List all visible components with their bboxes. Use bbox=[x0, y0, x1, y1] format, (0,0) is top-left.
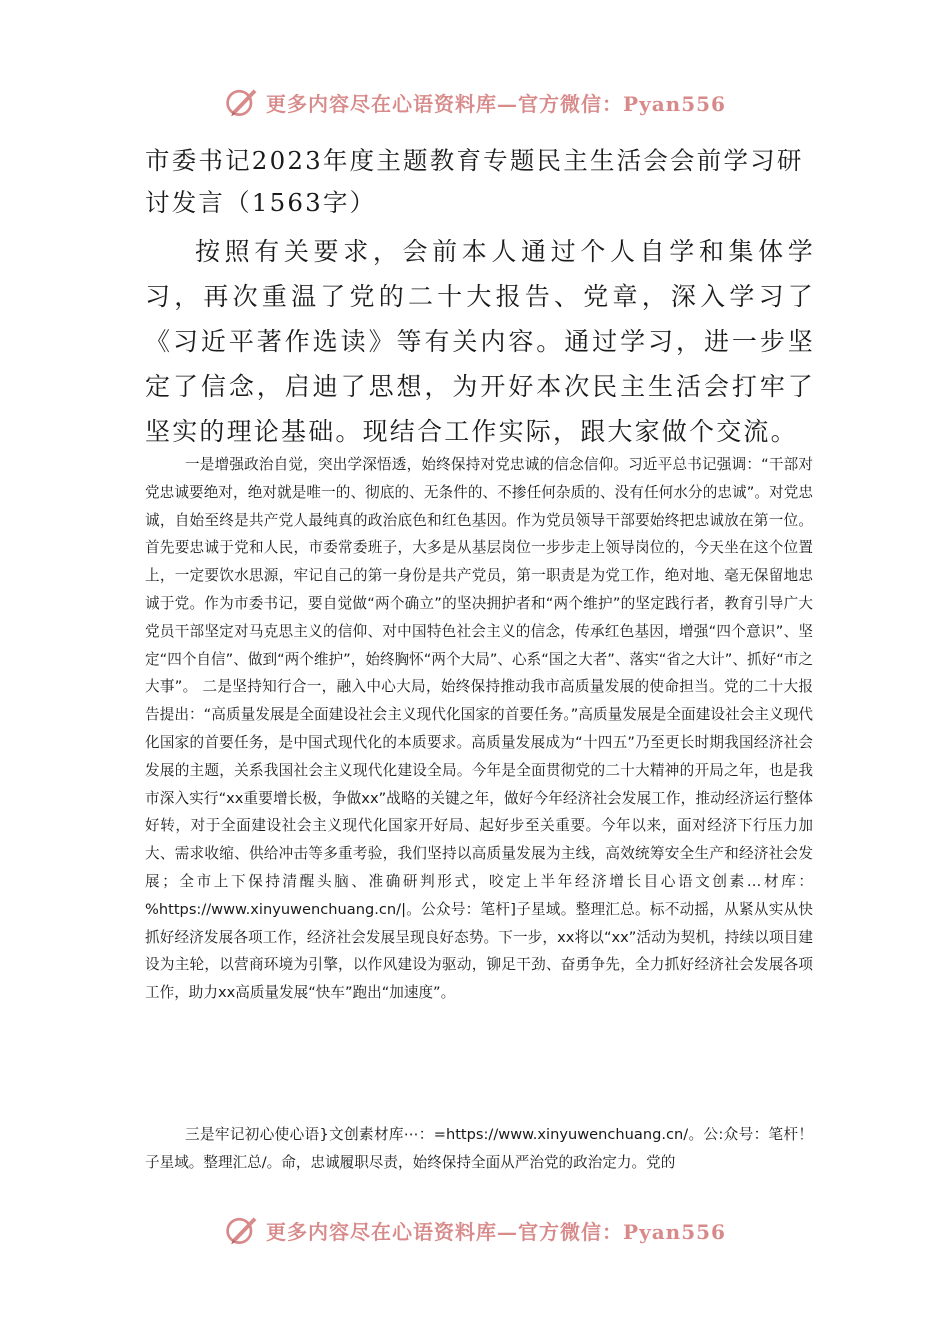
banner-text: 更多内容尽在心语资料库—官方微信：Pyan556 bbox=[266, 1219, 726, 1244]
pen-logo-icon bbox=[224, 1212, 260, 1248]
body-paragraph-3: 三是牢记初心使心语}文创素材库⋯：=https://www.xinyuwenchuang.cn/。公:众号：笔杆！子星域。整理汇总/。命，忠诚履职尽责，始终保持全面从严治党的政治定力。党的 bbox=[145, 1126, 813, 1171]
banner-text: 更多内容尽在心语资料库—官方微信：Pyan556 bbox=[266, 91, 726, 116]
body-paragraph-1: 一是增强政治自觉，突出学深悟透，始终保持对党忠诚的信念信仰。习近平总书记强调：“干部对党忠诚要绝对，绝对就是唯一的、彻底的、无条件的、不掺任何杂质的、没有任何水分的忠诚”。对党忠诚，自始至终是共产党人最纯真的政治底色和红色基因。作为党员领导干部要始终把忠诚放在第一位。首先要忠诚于党和人民，市委常委班子，大多是从基层岗位一步步走上领导岗位的，今天坐在这个位置上，一定要饮水思源，牢记自己的第一身份是共产党员，第一职责是为党工作，绝对地、毫无保留地忠诚于党。作为市委书记，要自觉做“两个确立”的坚决拥护者和“两个维护”的坚定践行者，教育引导广大党员干部坚定对马克思主义的信仰、对中国特色社会主义的信念，传承红色基因，增强“四个意识”、坚定“四个自信”、做到“两个维护”，始终胸怀“两个大局”、心系“国之大者”、落实“省之大计”、抓好“市之大事”。 二是坚持知行合一，融入中心大局，始终保持推动我市高质量发展的使命担当。党的二十大报告提出：“高质量发展是全面建设社会主义现代化国家的首要任务。”高质量发展是全面建设社会主义现代化国家的首要任务，是中国式现代化的本质要求。高质量发展成为“十四五”乃至更长时期我国经济社会发展的主题，关系我国社会主义现代化建设全局。今年是全面贯彻党的二十大精神的开局之年，也是我市深入实行“xx重要增长极，争做xx”战略的关键之年，做好今年经济社会发展工作，推动经济运行整体好转，对于全面建设社会主义现代化国家开好局、起好步至关重要。今年以来，面对经济下行压力加大、需求收缩、供给冲击等多重考验，我们坚持以高质量发展为主线，高效统筹安全生产和经济社会发展；全市上下保持清醒头脑、准确研判形式，咬定上半年经济增长目心语文创素…材库：%https://www.xinyuwenchuang.cn/|。公众号：笔杆]子星域。整理汇总。标不动摇，从紧从实从快抓好经济发展各项工作，经济社会发展呈现良好态势。下一步，xx将以“xx”活动为契机，持续以项目建设为主轮，以营商环境为引擎，以作风建设为驱动，铆足干劲、奋勇争先，全力抓好经济社会发展各项工作，助力xx高质量发展“快车”跑出“加速度”。 bbox=[145, 456, 813, 1002]
document-title: 市委书记2023年度主题教育专题民主生活会会前学习研讨发言（1563字） bbox=[145, 146, 804, 217]
footer-watermark-banner bbox=[0, 1210, 950, 1250]
intro-paragraph: 按照有关要求，会前本人通过个人自学和集体学习，再次重温了党的二十大报告、党章，深入学习了《习近平著作选读》等有关内容。通过学习，进一步坚定了信念，启迪了思想，为开好本次民主生活会打牢了坚实的理论基础。现结合工作实际，跟大家做个交流。 bbox=[145, 237, 815, 446]
pen-logo-icon bbox=[224, 84, 260, 120]
header-watermark-banner bbox=[0, 82, 950, 122]
